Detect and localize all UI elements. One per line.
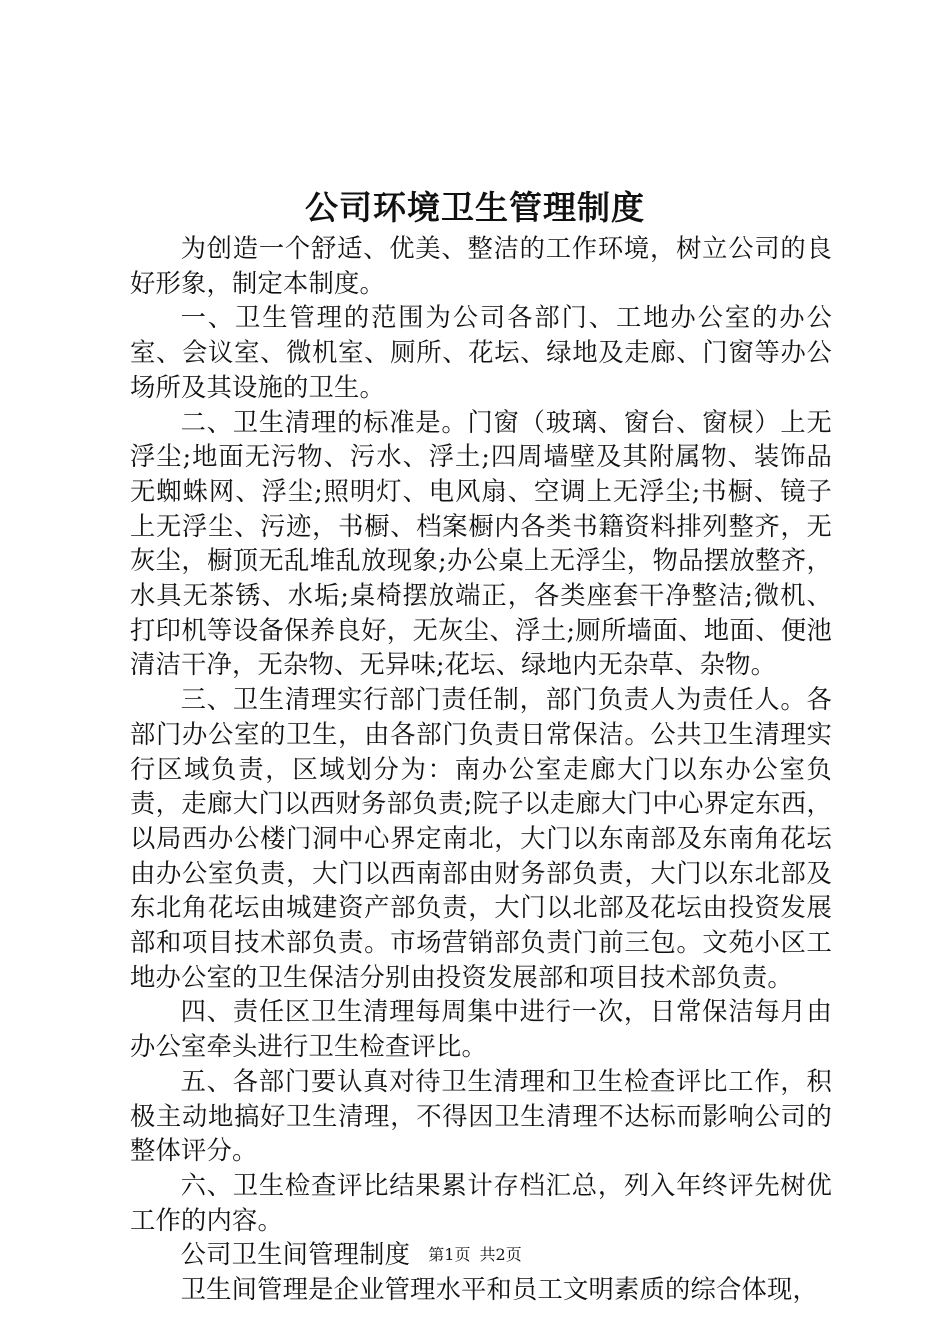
page-number: 第1页 [428,1245,471,1264]
document-body [130,232,832,1308]
paragraph-responsibility: 三、卫生清理实行部门责任制，部门负责人为责任人。各部门办公室的卫生，由各部门负责日常保洁。公共卫生清理实行区域负责，区域划分为：南办公室走廊大门以东办公室负责，走廊大门以西财务部负责;院子以走廊大门中心界定东西，以局西办公楼门洞中心界定南北，大门以东南部及东南角花坛由办公室负责，大门以西南部由财务部负责，大门以东北部及东北角花坛由城建资产部负责，大门以北部及花坛由投资发展部和项目技术部负责。市场营销部负责门前三包。文苑小区工地办公室的卫生保洁分别由投资发展部和项目技术部负责。 [130,685,832,992]
paragraph-weekly-cleaning: 四、责任区卫生清理每周集中进行一次，日常保洁每月由办公室牵头进行卫生检查评比。 [130,997,832,1062]
page-footer [0,1243,950,1267]
document-title: 公司环境卫生管理制度 [305,188,645,227]
paragraph-evaluation-records: 六、卫生检查评比结果累计存档汇总，列入年终评先树优工作的内容。 [130,1170,832,1235]
section-heading-restroom: 公司卫生间管理制度 [180,1240,411,1270]
page-total: 共2页 [479,1245,522,1264]
paragraph-intro: 为创造一个舒适、优美、整洁的工作环境，树立公司的良好形象，制定本制度。 [130,234,832,298]
paragraph-department-duty: 五、各部门要认真对待卫生清理和卫生检查评比工作，积极主动地搞好卫生清理，不得因卫生清理不达标而影响公司的整体评分。 [130,1066,832,1166]
paragraph-standards: 二、卫生清理的标准是。门窗（玻璃、窗台、窗棂）上无浮尘;地面无污物、污水、浮土;四周墙壁及其附属物、装饰品无蜘蛛网、浮尘;照明灯、电风扇、空调上无浮尘;书橱、镜子上无浮尘、污迹，书橱、档案橱内各类书籍资料排列整齐，无灰尘，橱顶无乱堆乱放现象;办公桌上无浮尘，物品摆放整齐，水具无茶锈、水垢;桌椅摆放端正，各类座套干净整洁;微机、打印机等设备保养良好，无灰尘、浮土;厕所墙面、地面、便池清洁干净，无杂物、无异味;花坛、绿地内无杂草、杂物。 [130,407,832,680]
paragraph-scope: 一、卫生管理的范围为公司各部门、工地办公室的办公室、会议室、微机室、厕所、花坛、绿地及走廊、门窗等办公场所及其设施的卫生。 [130,303,832,402]
paragraph-restroom-intro: 卫生间管理是企业管理水平和员工文明素质的综合体现， [180,1275,819,1305]
